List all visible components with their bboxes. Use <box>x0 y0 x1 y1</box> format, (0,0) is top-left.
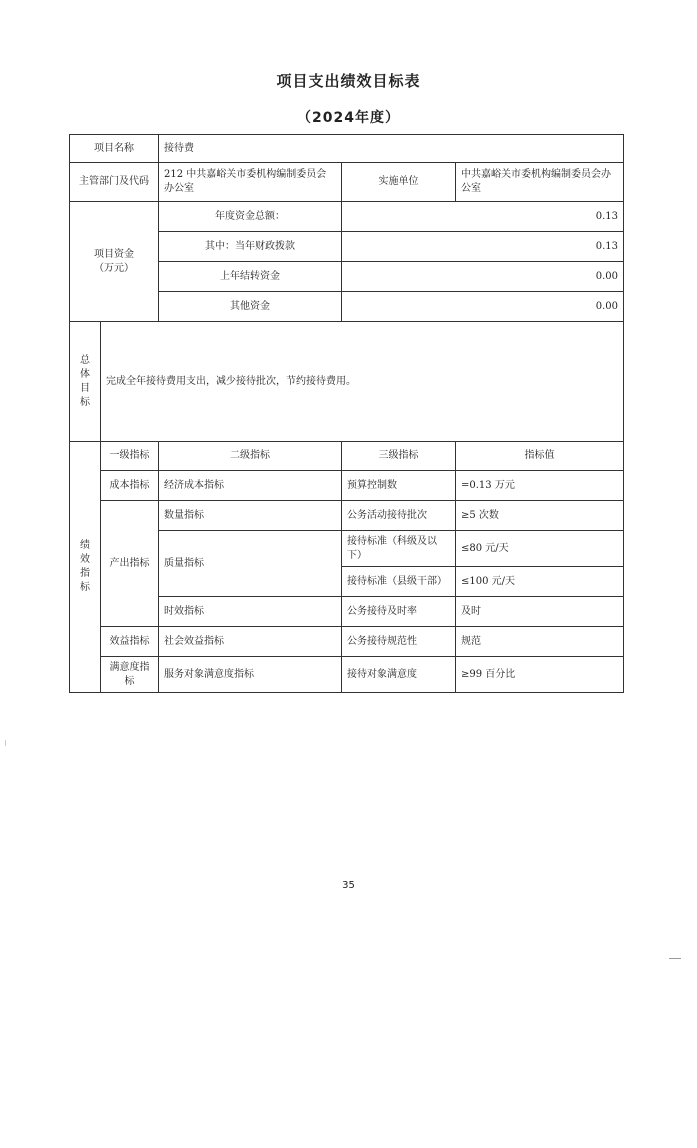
impl-value: 中共嘉峪关市委机构编制委员会办公室 <box>456 163 624 202</box>
level2-cell: 质量指标 <box>159 531 342 597</box>
table-row <box>70 442 624 471</box>
funds-label-line2: （万元） <box>94 262 134 274</box>
funds-label <box>70 202 159 322</box>
funds-row-value: 0.13 <box>342 202 624 232</box>
table-row <box>70 163 624 202</box>
header-level3: 三级指标 <box>342 442 456 471</box>
table-row <box>70 501 624 531</box>
funds-row-value: 0.00 <box>342 262 624 292</box>
funds-row-label: 其他资金 <box>159 292 342 322</box>
funds-row-label: 其中：当年财政拨款 <box>159 232 342 262</box>
level1-cell: 效益指标 <box>101 627 159 657</box>
header-value: 指标值 <box>456 442 624 471</box>
label-char: 标 <box>80 396 90 408</box>
page-title: 项目支出绩效目标表 <box>276 72 421 90</box>
level3-cell: 预算控制数 <box>342 471 456 501</box>
dept-label: 主管部门及代码 <box>70 163 159 202</box>
table-row <box>70 322 624 442</box>
label-char: 体 <box>80 368 90 380</box>
value-cell: ≥99 百分比 <box>456 657 624 693</box>
label-char: 指 <box>80 568 90 579</box>
level3-cell: 公务活动接待批次 <box>342 501 456 531</box>
funds-row-value: 0.00 <box>342 292 624 322</box>
level2-cell: 服务对象满意度指标 <box>159 657 342 693</box>
overall-goal-text: 完成全年接待费用支出，减少接待批次，节约接待费用。 <box>101 322 624 442</box>
header-level1: 一级指标 <box>101 442 159 471</box>
project-name-value: 接待费 <box>159 135 624 163</box>
level1-cell: 产出指标 <box>101 501 159 627</box>
table-row <box>70 202 624 232</box>
performance-label <box>70 442 101 693</box>
level2-cell: 社会效益指标 <box>159 627 342 657</box>
value-cell: 及时 <box>456 597 624 627</box>
value-cell: 规范 <box>456 627 624 657</box>
level1-cell: 成本指标 <box>101 471 159 501</box>
funds-row-value: 0.13 <box>342 232 624 262</box>
level2-cell: 经济成本指标 <box>159 471 342 501</box>
level3-cell: 接待标准（科级及以下） <box>342 531 456 567</box>
value-cell: ≤80 元/天 <box>456 531 624 567</box>
level2-cell: 数量指标 <box>159 501 342 531</box>
scan-mark <box>5 740 6 746</box>
header-level2: 二级指标 <box>159 442 342 471</box>
label-char: 标 <box>80 582 90 593</box>
level3-cell: 公务接待及时率 <box>342 597 456 627</box>
label-char: 总 <box>80 354 90 366</box>
funds-row-label: 上年结转资金 <box>159 262 342 292</box>
page-number: 35 <box>342 880 355 891</box>
scan-mark <box>669 958 681 959</box>
level2-cell: 时效指标 <box>159 597 342 627</box>
value-cell: ≤100 元/天 <box>456 567 624 597</box>
table-row <box>70 471 624 501</box>
value-cell: ≥5 次数 <box>456 501 624 531</box>
label-char: 目 <box>80 382 90 394</box>
value-cell: =0.13 万元 <box>456 471 624 501</box>
label-char: 效 <box>80 554 90 565</box>
level3-cell: 接待对象满意度 <box>342 657 456 693</box>
table-row <box>70 657 624 693</box>
table-row <box>70 627 624 657</box>
label-char: 绩 <box>80 540 90 551</box>
page-subtitle: （2024年度） <box>297 110 400 126</box>
level3-cell: 接待标准（县级干部） <box>342 567 456 597</box>
dept-value: 212 中共嘉峪关市委机构编制委员会办公室 <box>159 163 342 202</box>
impl-label: 实施单位 <box>342 163 456 202</box>
project-name-label: 项目名称 <box>70 135 159 163</box>
funds-row-label: 年度资金总额： <box>159 202 342 232</box>
level1-cell: 满意度指标 <box>101 657 159 693</box>
level3-cell: 公务接待规范性 <box>342 627 456 657</box>
funds-label-line1: 项目资金 <box>94 248 134 260</box>
overall-goal-label <box>70 322 101 442</box>
performance-goal-table <box>69 134 624 693</box>
table-row <box>70 135 624 163</box>
